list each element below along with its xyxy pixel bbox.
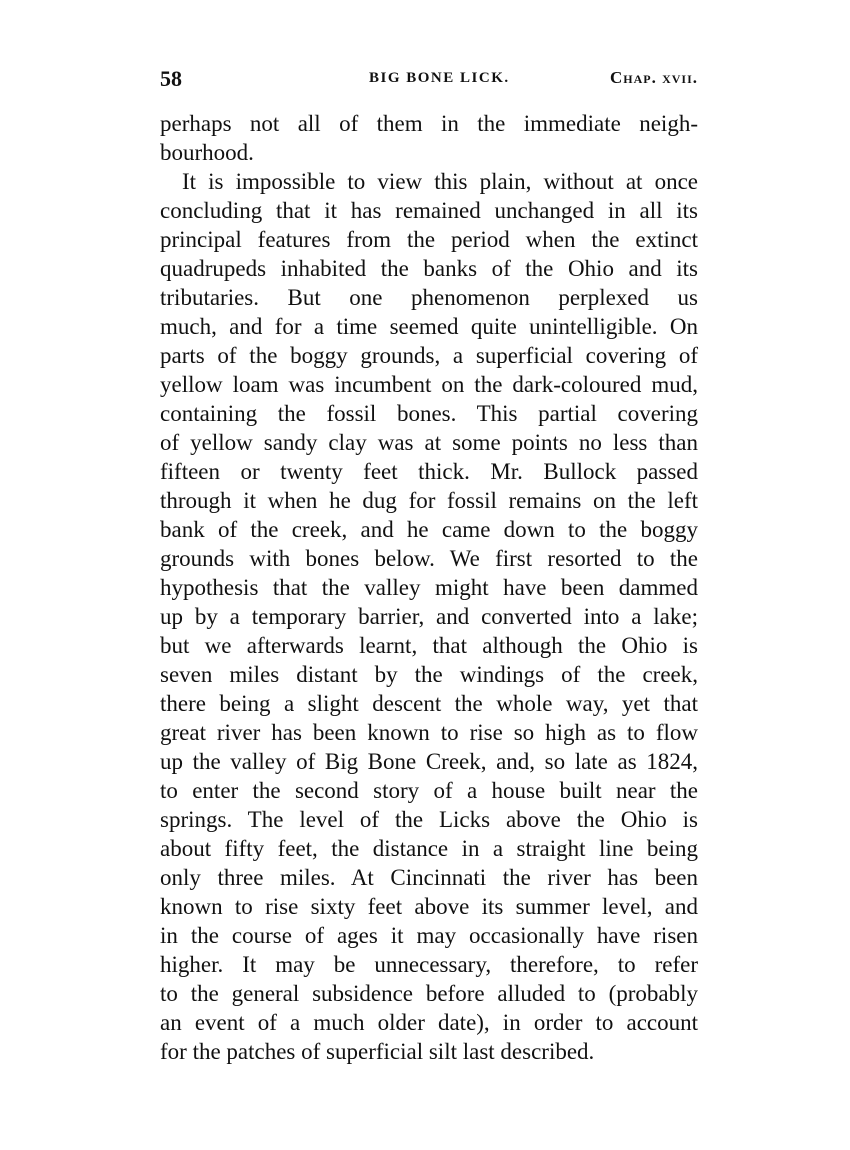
text-line: great river has been known to rise so high as to flow [160,720,698,745]
text-line: hypothesis that the valley might have been dammed [160,575,698,600]
paragraph-first-line: It is impossible to view this plain, without at once [182,169,698,194]
text-line: to the general subsidence before alluded to (probably [160,981,698,1006]
running-head [160,66,698,94]
text-line: parts of the boggy grounds, a superficial covering of [160,343,698,368]
text-line: but we afterwards learnt, that although the Ohio is [160,633,698,658]
text-line: for the patches of superficial silt last described. [160,1039,595,1064]
body-text [160,109,698,1066]
text-line: higher. It may be unnecessary, therefore, to refer [160,952,698,977]
text-line: about fifty feet, the distance in a straight line being [160,836,698,861]
text-line: springs. The level of the Licks above the Ohio is [160,807,698,832]
text-line: concluding that it has remained unchanged in all its [160,198,698,223]
text-line: yellow loam was incumbent on the dark-coloured mud, [160,372,698,397]
text-line: to enter the second story of a house built near the [160,778,698,803]
text-line: up the valley of Big Bone Creek, and, so late as 1824, [160,749,698,774]
text-line: tributaries. But one phenomenon perplexed us [160,285,698,310]
text-line: seven miles distant by the windings of the creek, [160,662,698,687]
text-line: principal features from the period when the extinct [160,227,698,252]
text-line: bourhood. [160,140,254,165]
text-line: only three miles. At Cincinnati the river has been [160,865,698,890]
text-line: an event of a much older date), in order to account [160,1010,698,1035]
text-line: of yellow sandy clay was at some points no less than [160,430,698,455]
text-line: through it when he dug for fossil remains on the left [160,488,698,513]
text-line: known to rise sixty feet above its summer level, and [160,894,698,919]
text-line: much, and for a time seemed quite unintelligible. On [160,314,698,339]
text-line: containing the fossil bones. This partial covering [160,401,698,426]
running-title: BIG BONE LICK. [369,70,510,86]
page-number: 58 [160,66,182,91]
text-line: in the course of ages it may occasionally have risen [160,923,698,948]
text-line: grounds with bones below. We first resorted to the [160,546,698,571]
text-line: perhaps not all of them in the immediate neigh- [160,111,698,136]
text-line: fifteen or twenty feet thick. Mr. Bullock passed [160,459,698,484]
text-line: bank of the creek, and he came down to the boggy [160,517,698,542]
text-line: quadrupeds inhabited the banks of the Ohio and its [160,256,698,281]
text-line: there being a slight descent the whole way, yet that [160,691,698,716]
chapter-reference: Chap. xvii. [609,68,698,87]
text-line: up by a temporary barrier, and converted into a lake; [160,604,698,629]
